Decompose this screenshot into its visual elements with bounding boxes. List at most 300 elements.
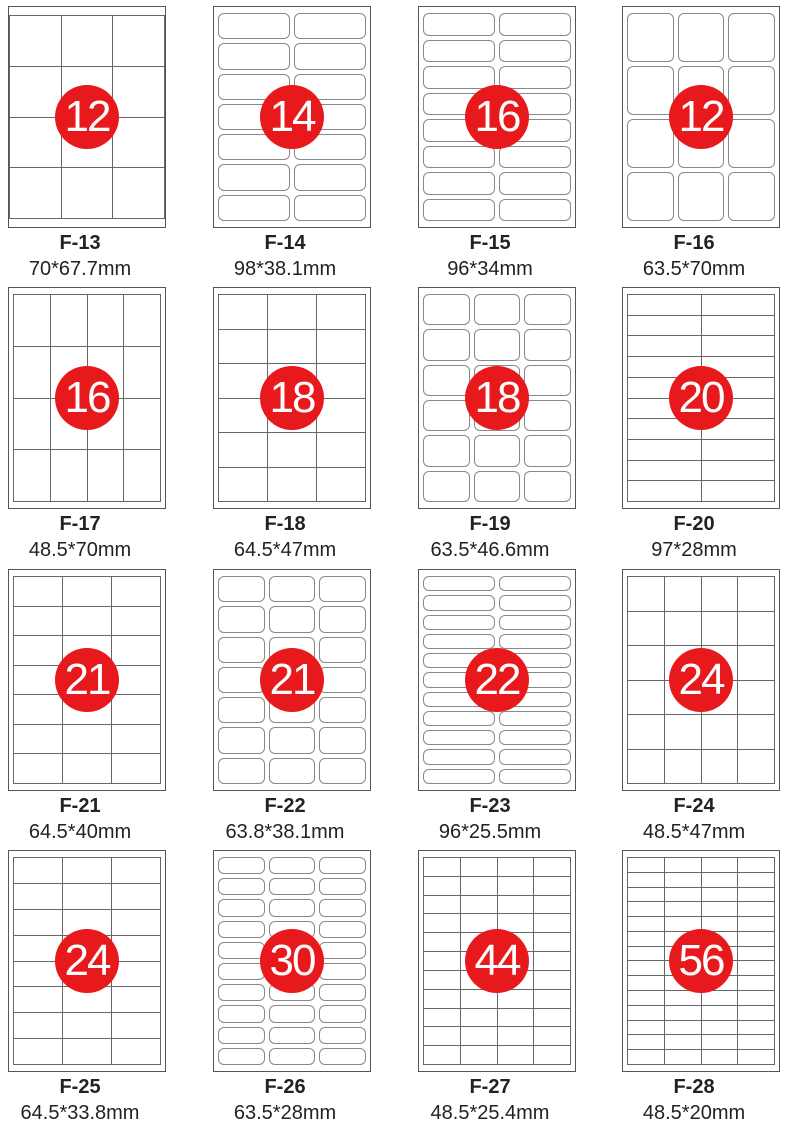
label-cell [218,963,265,980]
label-cell [268,295,317,330]
label-count-badge: 14 [260,85,324,149]
label-cell [702,1050,739,1065]
label-cell [62,168,114,219]
label-cell [218,697,265,723]
label-size: 48.5*70mm [28,539,132,561]
label-size: 96*25.5mm [438,821,542,843]
label-cell [218,576,265,602]
label-cell [112,1039,161,1065]
label-cell [738,932,775,947]
label-cell [534,1046,571,1065]
label-cell [14,858,63,884]
label-count-badge: 18 [260,366,324,430]
label-cell [702,295,776,316]
label-cell [14,347,51,399]
label-sheet-preview [8,850,166,1072]
label-cell [319,984,366,1001]
label-cell [319,637,366,663]
label-cell [627,119,674,168]
template-code: F-26 [264,1076,306,1098]
label-cell [702,612,739,647]
label-cell [14,1039,63,1065]
label-cell [628,1021,665,1036]
label-count-badge: 56 [669,929,733,993]
label-cell [474,294,521,325]
label-cell [218,13,290,39]
label-cell [738,873,775,888]
label-cell [678,13,725,62]
label-cell [269,899,316,916]
label-cell [423,294,470,325]
template-card [0,0,160,280]
label-cell [423,711,495,726]
label-cell [628,577,665,612]
template-code: F-14 [264,232,306,254]
label-cell [218,1005,265,1022]
label-cell [628,976,665,991]
label-cell [319,921,366,938]
label-cell [702,1021,739,1036]
label-cell [294,43,366,69]
label-cell [665,888,702,903]
label-cell [14,450,51,502]
label-cell [627,66,674,115]
label-sheet-preview [418,850,576,1072]
label-cell [628,917,665,932]
label-cell [628,316,702,337]
label-count-badge: 12 [55,85,119,149]
label-cell [268,330,317,365]
label-cell [702,873,739,888]
label-cell [218,899,265,916]
label-cell [319,1005,366,1022]
label-cell [423,595,495,610]
label-cell [461,1009,498,1028]
label-cell [702,888,739,903]
label-cell [423,749,495,764]
label-cell [498,896,535,915]
label-cell [499,146,571,169]
label-cell [14,577,63,607]
label-sheet-preview [622,850,780,1072]
label-cell [738,947,775,962]
label-cell [738,681,775,716]
label-cell [10,67,62,118]
label-cell [628,991,665,1006]
label-cell [319,758,366,784]
label-cell [51,450,88,502]
label-size: 63.5*70mm [642,258,746,280]
label-cell [702,750,739,785]
label-cell [319,899,366,916]
label-cell [10,118,62,169]
label-count-badge: 24 [55,929,119,993]
label-cell [728,13,775,62]
label-cell [665,577,702,612]
label-cell [218,195,290,221]
label-cell [269,1048,316,1065]
label-cell [112,858,161,884]
template-code: F-17 [59,513,101,535]
label-cell [628,947,665,962]
label-cell [738,646,775,681]
label-cell [294,13,366,39]
label-size: 63.5*28mm [233,1102,337,1124]
label-cell [738,961,775,976]
label-cell [423,400,470,431]
label-count-badge: 44 [465,929,529,993]
label-cell [319,878,366,895]
label-count-badge: 24 [669,648,733,712]
label-cell [628,961,665,976]
label-cell [14,295,51,347]
label-cell [738,976,775,991]
template-code: F-13 [59,232,101,254]
label-cell [665,1035,702,1050]
label-cell [738,902,775,917]
label-cell [317,399,366,434]
label-cell [218,984,265,1001]
template-code: F-22 [264,795,306,817]
label-cell [498,990,535,1009]
label-cell [665,715,702,750]
label-cell [461,1046,498,1065]
label-cell [499,615,571,630]
label-cell [269,1027,316,1044]
label-cell [14,607,63,637]
template-code: F-28 [673,1076,715,1098]
label-cell [112,695,161,725]
label-cell [738,1006,775,1021]
template-code: F-15 [469,232,511,254]
label-cell [499,711,571,726]
label-cell [702,336,776,357]
label-size: 48.5*20mm [642,1102,746,1124]
label-cell [268,468,317,503]
template-card [614,0,774,280]
label-cell [738,1021,775,1036]
label-cell [665,1050,702,1065]
label-cell [124,399,161,451]
label-cell [63,858,112,884]
template-code: F-19 [469,513,511,535]
label-cell [423,172,495,195]
label-count-badge: 16 [465,85,529,149]
label-cell [112,666,161,696]
label-sheet-preview [8,6,166,228]
label-cell [499,172,571,195]
label-cell [474,329,521,360]
label-cell [218,164,290,190]
label-cell [498,877,535,896]
label-sheet-preview [8,287,166,509]
label-cell [702,461,776,482]
label-cell [702,902,739,917]
label-cell [219,295,268,330]
label-cell [702,1035,739,1050]
label-cell [424,1046,461,1065]
label-cell [317,433,366,468]
label-cell [524,365,571,396]
label-cell [319,697,366,723]
label-cell [14,636,63,666]
label-cell [112,987,161,1013]
label-cell [627,172,674,221]
label-cell [112,577,161,607]
label-cell [14,1013,63,1039]
template-card [614,844,774,1124]
label-cell [63,884,112,910]
label-cell [499,634,571,649]
label-cell [702,858,739,873]
label-cell [14,987,63,1013]
label-cell [88,450,125,502]
label-cell [628,1050,665,1065]
label-cell [534,914,571,933]
label-sheet-preview [418,287,576,509]
label-cell [219,468,268,503]
label-sheet-preview [213,569,371,791]
label-sheet-preview [8,569,166,791]
label-cell [63,577,112,607]
label-count-badge: 22 [465,648,529,712]
label-cell [218,727,265,753]
label-cell [10,16,62,67]
template-card [614,563,774,843]
label-cell [319,606,366,632]
label-cell [317,364,366,399]
label-cell [63,725,112,755]
label-cell [738,750,775,785]
label-cell [423,329,470,360]
template-card [614,281,774,561]
label-cell [14,695,63,725]
label-count-badge: 30 [260,929,324,993]
label-cell [10,168,62,219]
label-cell [269,1005,316,1022]
label-cell [423,13,495,36]
label-cell [628,681,665,716]
template-card [410,0,570,280]
label-cell [627,13,674,62]
label-cell [702,715,739,750]
label-cell [423,66,495,89]
label-cell [63,1013,112,1039]
label-cell [218,637,265,663]
label-cell [524,294,571,325]
label-size: 64.5*40mm [28,821,132,843]
label-cell [423,730,495,745]
label-cell [112,1013,161,1039]
label-cell [424,914,461,933]
label-cell [423,146,495,169]
template-code: F-27 [469,1076,511,1098]
label-cell [665,858,702,873]
label-cell [14,754,63,784]
label-cell [63,607,112,637]
label-cell [474,471,521,502]
label-cell [498,1046,535,1065]
label-cell [112,754,161,784]
label-cell [738,991,775,1006]
label-cell [423,634,495,649]
label-cell [112,962,161,988]
label-cell [738,577,775,612]
label-cell [499,595,571,610]
label-cell [461,877,498,896]
label-cell [423,199,495,222]
label-cell [319,1048,366,1065]
template-code: F-23 [469,795,511,817]
label-cell [424,990,461,1009]
label-sheet-preview [622,6,780,228]
label-cell [499,199,571,222]
label-cell [424,971,461,990]
label-sheet-preview [622,569,780,791]
label-cell [524,471,571,502]
label-cell [628,858,665,873]
template-card [205,281,365,561]
label-cell [218,758,265,784]
label-cell [628,295,702,316]
label-cell [113,118,165,169]
label-cell [424,858,461,877]
label-cell [628,1035,665,1050]
label-cell [628,902,665,917]
template-card [0,563,160,843]
label-cell [499,66,571,89]
label-cell [628,750,665,785]
label-cell [269,758,316,784]
label-sheet-preview [213,850,371,1072]
label-cell [269,727,316,753]
label-cell [268,433,317,468]
label-cell [738,715,775,750]
template-card [205,0,365,280]
label-cell [14,884,63,910]
label-cell [461,858,498,877]
label-cell [534,933,571,952]
label-cell [218,1048,265,1065]
label-cell [424,1009,461,1028]
label-cell [424,1027,461,1046]
label-cell [14,399,51,451]
label-cell [499,576,571,591]
label-cell [665,1021,702,1036]
template-card [0,844,160,1124]
template-code: F-18 [264,513,306,535]
label-cell [14,910,63,936]
label-cell [628,888,665,903]
label-size: 96*34mm [447,258,533,280]
label-size: 64.5*47mm [233,539,337,561]
label-cell [294,195,366,221]
label-size: 48.5*47mm [642,821,746,843]
label-sheet-preview [213,287,371,509]
label-cell [702,316,776,337]
template-code: F-24 [673,795,715,817]
label-cell [319,1027,366,1044]
label-cell [317,295,366,330]
label-cell [423,576,495,591]
template-code: F-16 [673,232,715,254]
label-cell [319,942,366,959]
label-cell [219,330,268,365]
label-count-badge: 21 [260,648,324,712]
label-cell [534,877,571,896]
label-cell [88,295,125,347]
label-cell [424,952,461,971]
label-cell [728,172,775,221]
label-cell [524,435,571,466]
label-cell [124,295,161,347]
label-cell [423,365,470,396]
label-cell [499,749,571,764]
template-card [205,563,365,843]
label-cell [534,858,571,877]
label-cell [113,16,165,67]
label-cell [423,471,470,502]
label-cell [702,481,776,502]
label-cell [63,754,112,784]
label-cell [499,730,571,745]
label-cell [628,873,665,888]
label-cell [319,727,366,753]
label-cell [499,769,571,784]
label-count-badge: 12 [669,85,733,149]
label-cell [738,1050,775,1065]
label-cell [423,615,495,630]
label-cell [474,435,521,466]
label-sheet-preview [622,287,780,509]
label-cell [702,440,776,461]
label-cell [628,612,665,647]
label-cell [738,917,775,932]
label-cell [112,936,161,962]
label-cell [218,857,265,874]
label-cell [628,481,702,502]
label-cell [738,612,775,647]
label-cell [665,750,702,785]
label-cell [269,606,316,632]
label-cell [62,16,114,67]
label-cell [498,1009,535,1028]
label-cell [113,168,165,219]
label-cell [534,952,571,971]
label-cell [728,66,775,115]
label-cell [319,963,366,980]
label-size: 70*67.7mm [28,258,132,280]
label-cell [14,725,63,755]
label-cell [269,576,316,602]
label-cell [218,878,265,895]
label-cell [628,715,665,750]
label-cell [424,877,461,896]
label-size: 97*28mm [651,539,737,561]
label-cell [218,942,265,959]
label-sheet-preview [418,6,576,228]
label-cell [269,878,316,895]
label-cell [628,336,702,357]
template-code: F-20 [673,513,715,535]
label-cell [665,902,702,917]
label-cell [423,769,495,784]
label-cell [499,40,571,63]
label-cell [218,921,265,938]
label-cell [218,606,265,632]
template-card [410,281,570,561]
label-cell [112,636,161,666]
